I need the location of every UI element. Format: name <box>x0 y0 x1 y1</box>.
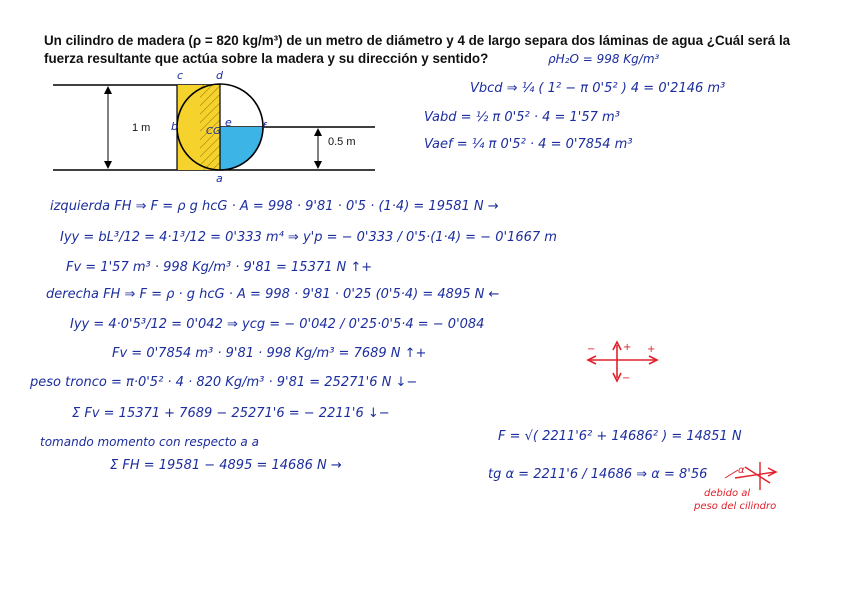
left-vertical-force-note: Fv = 1'57 m³ · 998 Kg/m³ · 9'81 = 15371 N ↑+ <box>66 260 373 275</box>
right-vertical-force-note: Fv = 0'7854 m³ · 9'81 · 998 Kg/m³ = 7689 N ↑+ <box>112 346 427 361</box>
v-abd-note: Vabd = ½ π 0'5² · 4 = 1'57 m³ <box>424 110 620 125</box>
point-e-label: e <box>225 116 232 129</box>
point-d-label: d <box>216 69 223 82</box>
pointer-line <box>725 470 738 478</box>
v-aef-note: Vaef = ¼ π 0'5² · 4 = 0'7854 m³ <box>424 137 633 152</box>
dim-1m-label: 1 m <box>132 122 151 134</box>
right-horizontal-force-note: derecha FH ⇒ F = ρ · g hcG · A = 998 · 9'81 · 0'25 (0'5·4) = 4895 N ← <box>46 287 500 302</box>
point-f-label: f <box>262 120 266 133</box>
peso-cilindro-note: peso del cilindro <box>694 501 777 512</box>
sum-vertical-note: Σ Fv = 15371 + 7689 − 25271'6 = − 2211'6 ↓− <box>72 406 390 421</box>
rho-water-note: ρH₂O = 998 Kg/m³ <box>548 52 660 66</box>
problem-line-2: fuerza resultante que actúa sobre la madera y su dirección y sentido? <box>44 51 489 66</box>
moment-note: tomando momento con respecto a a <box>40 435 259 449</box>
right-iyy-note: Iyy = 4·0'5³/12 = 0'042 ⇒ ycg = − 0'042 / 0'25·0'5·4 = − 0'084 <box>70 317 485 332</box>
sum-horizontal-note: Σ FH = 19581 − 4895 = 14686 N → <box>110 458 342 473</box>
handwritten-notes <box>29 52 742 482</box>
tangent-alpha-note: tg α = 2211'6 / 14686 ⇒ α = 8'56 <box>488 467 708 482</box>
point-b-label: b <box>171 120 178 133</box>
debido-note: debido al <box>704 488 751 499</box>
cylinder-figure <box>53 69 375 185</box>
resultant-alpha-label: α <box>738 465 745 476</box>
resultant-note: F = √( 2211'6² + 14686² ) = 14851 N <box>498 429 742 444</box>
problem-line-1: Un cilindro de madera (ρ = 820 kg/m³) de un metro de diámetro y 4 de largo separa dos láminas de agua ¿Cuál será la <box>44 33 791 48</box>
left-iyy-note: Iyy = bL³/12 = 4·1³/12 = 0'333 m⁴ ⇒ y'p = − 0'333 / 0'5·(1·4) = − 0'1667 m <box>60 230 557 245</box>
point-a-label: a <box>216 172 223 185</box>
point-c-label: c <box>177 69 184 82</box>
v-bcd-note: Vbcd ⇒ ¼ ( 1² − π 0'5² ) 4 = 0'2146 m³ <box>470 81 726 96</box>
left-horizontal-force-note: izquierda FH ⇒ F = ρ g hcG · A = 998 · 9'81 · 0'5 · (1·4) = 19581 N → <box>50 199 499 214</box>
weight-note: peso tronco = π·0'5² · 4 · 820 Kg/m³ · 9'81 = 25271'6 N ↓− <box>30 375 418 390</box>
cg-label: CG <box>206 126 221 137</box>
sign-down-minus: − <box>622 373 631 384</box>
sign-right-plus: + <box>647 344 656 355</box>
water-quarter-region <box>220 127 265 172</box>
sign-up-plus: + <box>623 342 632 353</box>
sign-left-minus: − <box>587 344 596 355</box>
dim-05m-label: 0.5 m <box>328 136 356 148</box>
